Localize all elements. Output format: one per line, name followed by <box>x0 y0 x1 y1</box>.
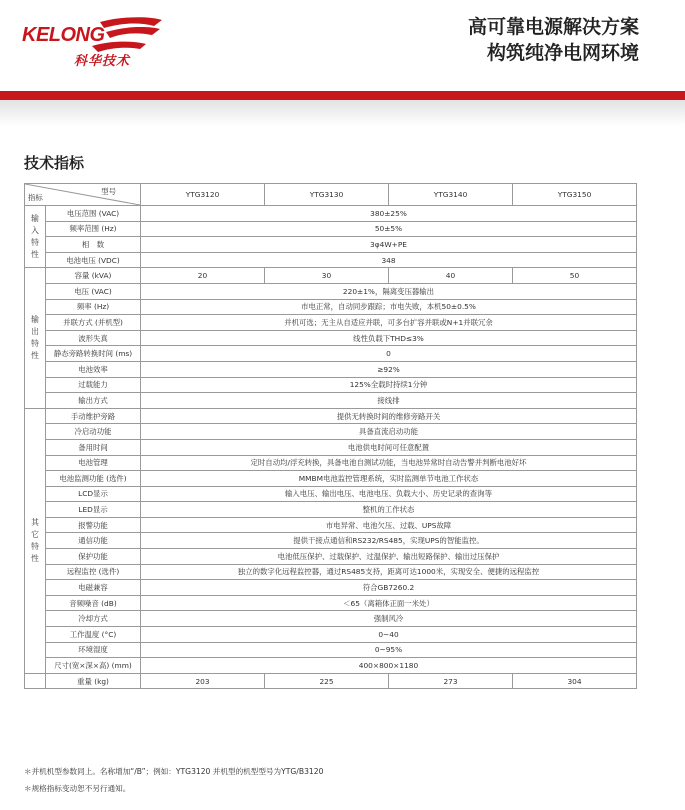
spec-label: LED显示 <box>46 502 141 518</box>
footnote: ＊规格指标变动恕不另行通知。 <box>24 784 131 793</box>
section-title: 技术指标 <box>24 154 85 172</box>
spec-label: 手动维护旁路 <box>46 408 141 424</box>
model-header: YTG3140 <box>389 184 513 206</box>
spec-label: 频率范围 (Hz) <box>46 221 141 237</box>
table-row <box>25 627 637 643</box>
table-row <box>25 471 637 487</box>
table-row <box>25 673 637 689</box>
spec-value: 定时自动均/浮充转换，具备电池自测试功能，当电池异常时自动告警并判断电池好坏 <box>141 455 637 471</box>
table-row <box>25 642 637 658</box>
spec-label: 电磁兼容 <box>46 580 141 596</box>
spec-label: 电池电压 (VDC) <box>46 252 141 268</box>
model-header: YTG3120 <box>141 184 265 206</box>
red-band <box>0 91 685 100</box>
spec-value: 125%全载时持续1分钟 <box>141 377 637 393</box>
spec-value: 0~40 <box>141 627 637 643</box>
spec-value: 40 <box>389 268 513 284</box>
slogan-line-1: 高可靠电源解决方案 <box>467 16 639 38</box>
spec-value: 符合GB7260.2 <box>141 580 637 596</box>
spec-label: 冷却方式 <box>46 611 141 627</box>
spec-label: 相 数 <box>46 237 141 253</box>
spec-value: 30 <box>265 268 389 284</box>
footnotes <box>24 763 323 797</box>
spec-label: 容量 (kVA) <box>46 268 141 284</box>
spec-label: 保护功能 <box>46 549 141 565</box>
spec-value: 225 <box>265 673 389 689</box>
model-header: YTG3150 <box>513 184 637 206</box>
table-row <box>25 611 637 627</box>
spec-label: 输出方式 <box>46 393 141 409</box>
kelong-logo <box>22 14 172 70</box>
corner-cell <box>25 184 141 206</box>
table-row <box>25 252 637 268</box>
spec-value: 强制风冷 <box>141 611 637 627</box>
spec-value: MMBM电池监控管理系统，实时监测单节电池工作状态 <box>141 471 637 487</box>
spec-value: 独立的数字化远程监控器，通过RS485支持，距离可达1000米，实现安全、便捷的远程监控 <box>141 564 637 580</box>
table-row <box>25 455 637 471</box>
spec-value: 0 <box>141 346 637 362</box>
table-row <box>25 346 637 362</box>
slogan <box>468 14 639 66</box>
spec-value: ≥92% <box>141 361 637 377</box>
spec-table <box>24 183 637 689</box>
spec-label: 频率 (Hz) <box>46 299 141 315</box>
corner-model-label: 型号 <box>101 187 116 196</box>
spec-label: 通信功能 <box>46 533 141 549</box>
spec-value: 整机的工作状态 <box>141 502 637 518</box>
spec-label: 工作温度 (°C) <box>46 627 141 643</box>
spec-label: 远程监控 (选件) <box>46 564 141 580</box>
spec-value: 273 <box>389 673 513 689</box>
spec-label: 备用时间 <box>46 439 141 455</box>
group-label: 输 入 特 性 <box>25 206 46 268</box>
spec-label: 重量 (kg) <box>46 673 141 689</box>
spec-label: 静态旁路转换时间 (ms) <box>46 346 141 362</box>
logo-wordmark: KELONG <box>22 24 105 46</box>
spec-label: 电压 (VAC) <box>46 283 141 299</box>
spec-value: 0~95% <box>141 642 637 658</box>
table-row <box>25 564 637 580</box>
table-row <box>25 439 637 455</box>
logo-chinese: 科华技术 <box>74 54 131 69</box>
table-row <box>25 408 637 424</box>
corner-spec-label: 指标 <box>28 193 43 202</box>
slogan-line-2: 构筑纯净电网环境 <box>486 42 639 64</box>
spec-value: 输入电压、输出电压、电池电压、负载大小、历史记录的查询等 <box>141 486 637 502</box>
spec-label: 电池效率 <box>46 361 141 377</box>
group-label: 输 出 特 性 <box>25 268 46 408</box>
spec-label: 波形失真 <box>46 330 141 346</box>
spec-value: 400×800×1180 <box>141 658 637 674</box>
empty-group-cell <box>25 673 46 689</box>
spec-label: 电池监测功能 (选件) <box>46 471 141 487</box>
spec-value: 304 <box>513 673 637 689</box>
table-row <box>25 361 637 377</box>
spec-value: 并机可选；无主从自适应并联，可多台扩容并联或N+1并联冗余 <box>141 315 637 331</box>
spec-value: 3φ4W+PE <box>141 237 637 253</box>
table-row <box>25 517 637 533</box>
spec-label: 冷启动功能 <box>46 424 141 440</box>
spec-label: LCD显示 <box>46 486 141 502</box>
table-row <box>25 595 637 611</box>
table-row <box>25 268 637 284</box>
table-row <box>25 221 637 237</box>
spec-value: 接线排 <box>141 393 637 409</box>
spec-value: 50±5% <box>141 221 637 237</box>
model-header: YTG3130 <box>265 184 389 206</box>
spec-value: 203 <box>141 673 265 689</box>
spec-value: 20 <box>141 268 265 284</box>
table-row <box>25 299 637 315</box>
table-row <box>25 206 637 222</box>
spec-value: 线性负载下THD≤3% <box>141 330 637 346</box>
spec-value: 220±1%，隔离变压器输出 <box>141 283 637 299</box>
spec-value: 电池供电时间可任意配置 <box>141 439 637 455</box>
table-row <box>25 283 637 299</box>
spec-label: 尺寸(宽×深×高) (mm) <box>46 658 141 674</box>
table-row <box>25 377 637 393</box>
spec-value: 提供无转换时间的维修旁路开关 <box>141 408 637 424</box>
spec-label: 并联方式 (并机型) <box>46 315 141 331</box>
spec-value: 提供干接点通信和RS232/RS485，实现UPS的智能监控。 <box>141 533 637 549</box>
band-shadow <box>0 100 685 126</box>
spec-label: 音频噪音 (dB) <box>46 595 141 611</box>
table-row <box>25 237 637 253</box>
table-row <box>25 580 637 596</box>
spec-value: ＜65（离箱体正面一米处） <box>141 595 637 611</box>
table-row <box>25 424 637 440</box>
spec-label: 电压范围 (VAC) <box>46 206 141 222</box>
spec-value: 50 <box>513 268 637 284</box>
table-row <box>25 549 637 565</box>
table-header-row <box>25 184 637 206</box>
table-row <box>25 486 637 502</box>
spec-label: 过载能力 <box>46 377 141 393</box>
spec-value: 348 <box>141 252 637 268</box>
group-label: 其 它 特 性 <box>25 408 46 673</box>
spec-label: 电池管理 <box>46 455 141 471</box>
spec-value: 市电正常，自动同步跟踪；市电失败，本机50±0.5% <box>141 299 637 315</box>
spec-value: 电池低压保护、过载保护、过温保护、输出短路保护、输出过压保护 <box>141 549 637 565</box>
spec-label: 环境湿度 <box>46 642 141 658</box>
footnote: ＊并机机型参数同上。名称增加“/B”；例如：YTG3120 并机型的机型型号为YTG/B3120 <box>24 767 324 776</box>
table-row <box>25 393 637 409</box>
table-row <box>25 315 637 331</box>
spec-value: 具备直流启动功能 <box>141 424 637 440</box>
table-row <box>25 330 637 346</box>
spec-value: 市电异常、电池欠压、过载、UPS故障 <box>141 517 637 533</box>
table-row <box>25 658 637 674</box>
table-row <box>25 533 637 549</box>
page-header <box>0 0 685 90</box>
spec-value: 380±25% <box>141 206 637 222</box>
spec-label: 报警功能 <box>46 517 141 533</box>
table-row <box>25 502 637 518</box>
